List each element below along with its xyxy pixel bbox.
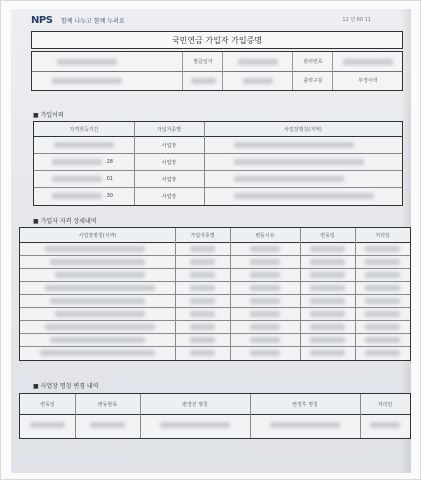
redaction [190,311,215,317]
table-row [20,242,410,256]
redaction [190,285,215,291]
info-label-issue-date [182,52,223,71]
redaction [52,78,122,84]
section-title-details: ■ 가입자 자격 상세내역 [33,218,97,225]
details-table [19,227,411,361]
redaction [250,259,280,265]
row-period-suffix: .01 [105,176,113,182]
column-divider [355,228,356,360]
redaction [190,324,215,330]
changes-table [19,393,411,439]
info-cell [222,52,293,71]
redaction [55,311,145,317]
table-row [20,281,410,295]
info-label-history [332,71,403,90]
info-label-text: 관리번호 [303,59,323,65]
redaction [365,337,400,343]
section-title-text: 가입이력 [40,112,64,119]
redaction [365,272,400,278]
table-header [20,394,410,415]
redaction [234,142,354,148]
redaction [310,246,345,252]
column-divider [360,394,361,438]
header-cell: 가입자종별 [190,233,215,239]
info-label-manage-no [292,52,333,71]
redaction [190,337,215,343]
section-title-text: 가입자 자격 상세내역 [40,218,97,225]
table-row [34,187,402,204]
header-cell: 변경전 명칭 [182,402,208,408]
redaction [190,298,215,304]
table-row [20,294,410,308]
redaction [250,285,280,291]
redaction [365,298,400,304]
row-type: 사업장 [161,143,177,149]
info-cell [182,71,223,90]
subscription-table [33,121,403,206]
header-cell: 변경후 명칭 [292,402,318,408]
column-divider [134,122,135,205]
redaction [310,337,345,343]
header-cell: 처리일 [377,402,393,408]
redaction [310,311,345,317]
column-divider [300,228,301,360]
redaction [52,193,102,199]
document-paper [11,9,411,473]
redaction [160,422,230,428]
redaction [54,142,114,148]
redaction [191,78,216,84]
header-cell: 변동일 [40,402,55,408]
info-row [32,71,402,90]
info-cell [222,71,293,90]
redaction [52,159,102,165]
column-divider [230,228,231,360]
redaction [50,259,145,265]
row-period-suffix: .28 [105,159,113,165]
table-row [20,268,410,282]
section-title-text: 사업장 명칭 변경 내역 [40,383,99,390]
header-cell: 변동일 [320,233,335,239]
redaction [310,272,345,278]
column-divider [204,122,205,205]
row-type: 사업장 [161,177,177,183]
table-row [20,255,410,269]
redaction [270,422,340,428]
column-divider [75,394,76,438]
redaction [90,422,125,428]
redaction [365,285,400,291]
column-divider [250,394,251,438]
redaction [310,298,345,304]
column-divider [175,228,176,360]
table-row [20,307,410,321]
redaction [234,159,364,165]
table-row [34,136,402,154]
redaction [310,324,345,330]
redaction [234,176,344,182]
redaction [238,59,278,65]
redaction [310,259,345,265]
redaction [310,350,345,356]
redaction [30,422,65,428]
column-divider [140,394,141,438]
redaction [365,324,400,330]
nps-logo: NPS [31,15,53,26]
info-row [32,52,402,72]
redaction [40,350,155,356]
redaction [57,59,117,65]
document-title [31,31,403,49]
redaction [365,259,400,265]
redaction [250,337,280,343]
table-row [20,333,410,347]
redaction [190,272,215,278]
table-row [20,346,410,359]
info-label-output-type [292,71,333,90]
header-cell: 변동항목 [97,402,118,408]
info-label-text: 부정이력 [358,78,378,84]
redaction [45,285,155,291]
header-cell: 가입자종별 [156,127,182,133]
row-type: 사업장 [161,160,177,166]
header-cell: 자격취득기간 [69,127,99,133]
table-row [20,320,410,334]
redaction [45,246,145,252]
redaction [234,193,374,199]
row-period-suffix: .30 [105,193,113,199]
redaction [365,311,400,317]
top-right-stamp: 11 년 60 11 [342,17,371,23]
header-cell: 처리일 [375,233,390,239]
redaction [310,285,345,291]
table-row [34,170,402,188]
redaction [370,422,400,428]
redaction [250,350,280,356]
redaction [365,350,400,356]
redaction [55,272,145,278]
redaction [343,59,393,65]
table-header [34,122,402,137]
redaction [250,311,280,317]
redaction [50,337,145,343]
info-cell [332,52,403,71]
info-cell [42,52,132,71]
row-type: 사업장 [161,194,177,200]
table-row [34,153,402,171]
redaction [250,272,280,278]
redaction [50,298,145,304]
info-cell [42,71,132,90]
redaction [250,246,280,252]
redaction [365,246,400,252]
logo-slogan: 함께 나누고 함께 누려요 [61,18,125,25]
info-label-text: 발급일자 [193,59,213,65]
info-block [31,51,403,91]
section-title-subscription: ■ 가입이력 [33,112,64,119]
redaction [52,176,102,182]
info-label-text: 출력구분 [303,78,323,84]
table-header [20,228,410,243]
header-cell: 사업장명칭(지역) [284,127,322,133]
redaction [190,350,215,356]
header-cell: 사업장명칭(지역) [78,233,117,239]
redaction [45,324,155,330]
redaction [190,259,215,265]
header-cell: 변동사유 [255,233,275,239]
redaction [243,78,273,84]
section-title-changes: ■ 사업장 명칭 변경 내역 [33,383,99,390]
document-title-text: 국민연금 가입자 가입증명 [171,35,263,45]
redaction [190,246,215,252]
table-row [20,414,410,436]
redaction [250,324,280,330]
redaction [250,298,280,304]
